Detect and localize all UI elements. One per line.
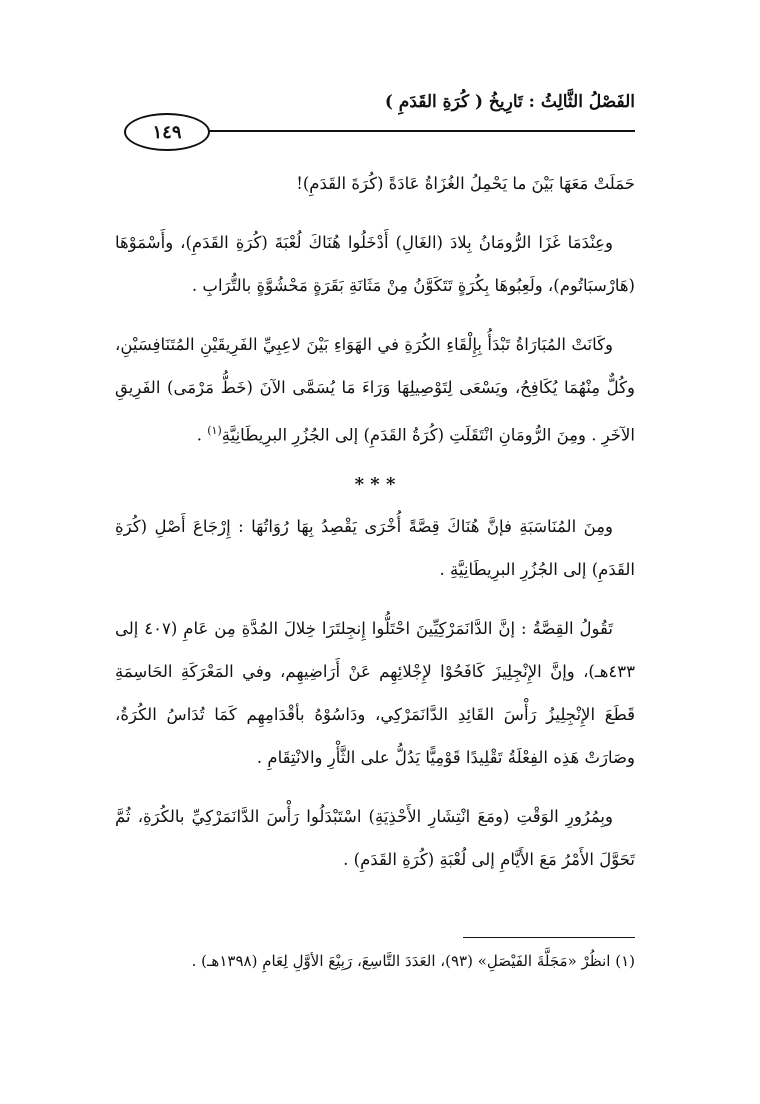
section-separator: * * *	[354, 473, 396, 495]
running-header-title: الفَصْلُ الثَّالِثُ : تَارِيخُ ( كُرَةِ القَدَمِ )	[384, 92, 635, 112]
page-number: ١٤٩	[152, 121, 182, 143]
paragraph-3	[115, 323, 635, 457]
page-number-badge	[124, 113, 210, 151]
footnote-reference[interactable]: (١)	[207, 424, 222, 437]
paragraph-3-text: وكَانَتْ المُبَارَاةُ تَبْدَأُ بِإِلْقَاءِ الكُرَةِ في الهَوَاءِ بَيْنَ لاعِبِيِّ الفَرِيقَيْنِ المُتَنَافِسَيْنِ، وكُلٌّ مِنْهُمَا يُكَافِحُ، ويَسْعَى لِتَوْصِيلِهَا وَرَاءَ مَا يُسَمَّى الآنَ (خَطُّ مَرْمَى) الفَرِيقِ الآخَرِ . ومِنَ الرُّومَانِ انْتَقَلَتِ (كُرَةُ القَدَمِ) إلى الجُزُرِ البرِيطَانِيَّةِ	[115, 335, 635, 445]
footnote-rule	[463, 937, 635, 938]
footnote-1: (١) انظُرْ «مَجَلَّةَ الفَيْصَلِ» (٩٣)، العَدَدَ التَّاسِعَ، رَبِيْعَ الأوَّلِ لِعَامِ (١٣٩٨هـ) .	[191, 952, 635, 970]
paragraph-1: حَمَلَتْ مَعَهَا بَيْنَ ما يَحْمِلُ الغُزَاةُ عَادَةً (كُرَةَ القَدَمِ)!	[296, 174, 635, 193]
paragraph-4: ومِنَ المُنَاسَبَةِ فإنَّ هُنَاكَ قِصَّةً أُخْرَى يَقْصِدُ بِهَا رُوَاتُهَا : إِرْجَاعَ أَصْلِ (كُرَةِ القَدَمِ) إلى الجُزُرِ البرِيطَانِيَّةِ .	[115, 516, 635, 579]
paragraph-3-end: .	[196, 425, 208, 445]
paragraph-6: وبِمُرُورِ الوَقْتِ (ومَعَ انْتِشَارِ الأَحْذِيَةِ) اسْتَبْدَلُوا رَأْسَ الدَّانَمَرْكِيِّ بالكُرَةِ، ثُمَّ تَحَوَّلَ الأَمْرُ مَعَ الأَيَّامِ إلى لُعْبَةِ (كُرَةِ القَدَمِ) .	[115, 806, 635, 869]
paragraph-5: تَقُولُ القِصَّةُ : إنَّ الدَّانَمَرْكِيِّينَ احْتَلُّوا إِنجِلتَرَا خِلالَ المُدَّةِ مِن عَامِ (٤٠٧ إلى ٤٣٣هـ)، وإنَّ الإِنْجِلِيزَ كَافَحُوْا لإِجْلائِهِم عَنْ أَرَاضِيهِم، وفي المَعْرَكَةِ الحَاسِمَةِ قَطَعَ الإِنْجِلِيزُ رَأْسَ القَائِدِ الدَّانَمَرْكِي، ودَاسُوْهُ بأقْدَامِهِم كَمَا تُدَاسُ الكُرَةُ، وصَارَتْ هَذِه الفِعْلَةُ تَقْلِيدًا قَوْمِيًّا يَدُلُّ على الثَّأْرِ والانْتِقَامِ .	[115, 618, 635, 767]
paragraph-2: وعِنْدَمَا غَزَا الرُّومَانُ بِلادَ (الغَالِ) أَدْخَلُوا هُنَاكَ لُعْبَةَ (كُرَةِ القَدَمِ)، وأَسْمَوْهَا (هَارْسبَاتُوم)، ولَعِبُوهَا بِكُرَةٍ تَتَكَوَّنُ مِنْ مَثَانَةِ بَقَرَةٍ مَحْشُوَّةٍ بالتُّرَابِ .	[115, 233, 635, 295]
body-text	[115, 162, 635, 897]
